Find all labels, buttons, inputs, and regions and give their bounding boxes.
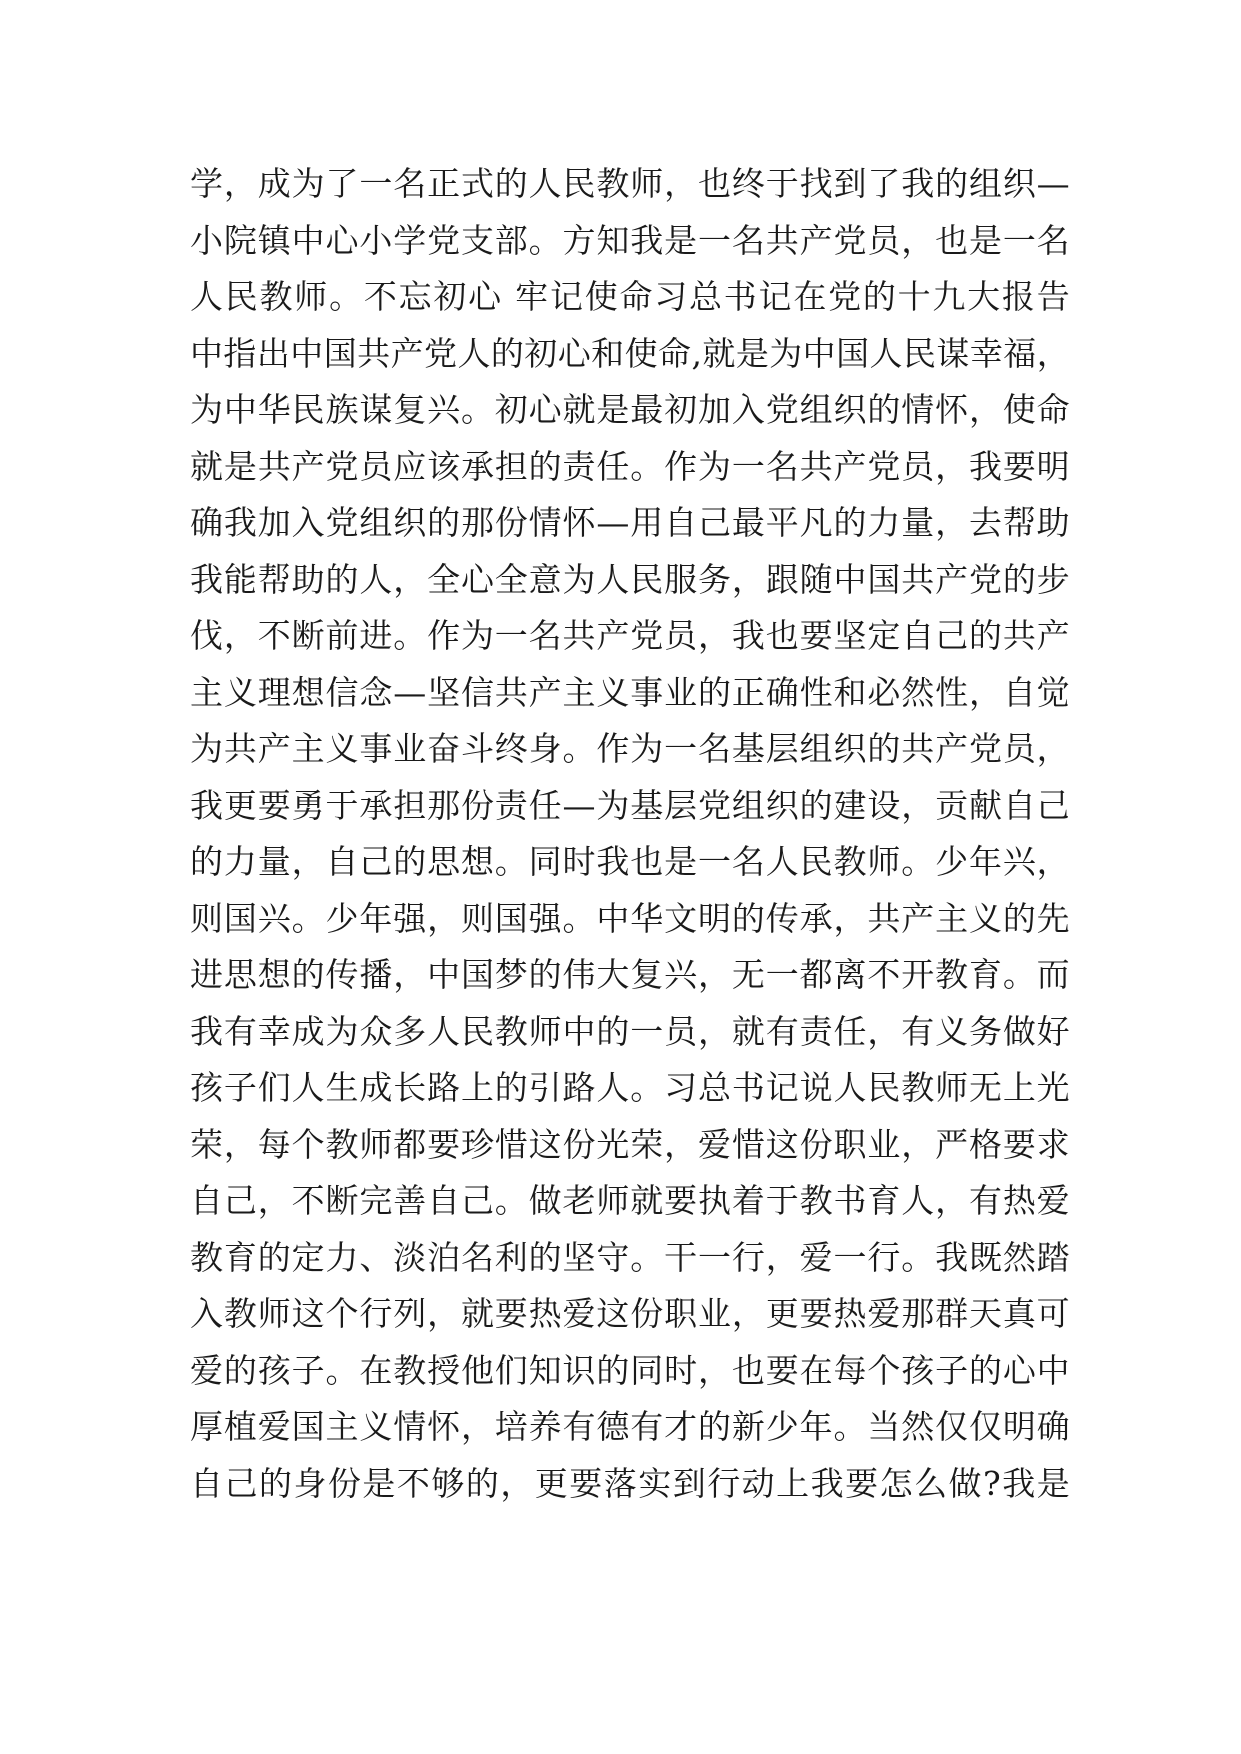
text-line: 我更要勇于承担那份责任—为基层党组织的建设，贡献自己 (190, 785, 1070, 825)
text-line: 伐，不断前进。作为一名共产党员，我也要坚定自己的共产 (190, 616, 1070, 655)
text-line: 确我加入党组织的那份情怀—用自己最平凡的力量，去帮助 (190, 503, 1070, 542)
text-line: 中指出中国共产党人的初心和使命,就是为中国人民谋幸福， (190, 333, 1070, 373)
text-line: 入教师这个行列，就要热爱这份职业，更要热爱那群天真可 (190, 1294, 1070, 1333)
text-line: 爱的孩子。在教授他们知识的同时，也要在每个孩子的心中 (190, 1350, 1070, 1390)
body-text (190, 156, 1070, 1512)
text-line: 小院镇中心小学党支部。方知我是一名共产党员，也是一名 (190, 220, 1070, 260)
text-line: 教育的定力、淡泊名利的坚守。干一行，爱一行。我既然踏 (190, 1237, 1070, 1277)
text-line: 的力量，自己的思想。同时我也是一名人民教师。少年兴， (190, 842, 1070, 881)
text-line: 我能帮助的人，全心全意为人民服务，跟随中国共产党的步 (190, 559, 1070, 599)
text-line: 则国兴。少年强，则国强。中华文明的传承，共产主义的先 (190, 898, 1070, 938)
text-line: 为中华民族谋复兴。初心就是最初加入党组织的情怀，使命 (190, 390, 1070, 429)
text-line: 自己，不断完善自己。做老师就要执着于教书育人，有热爱 (190, 1181, 1070, 1220)
text-line: 荣，每个教师都要珍惜这份光荣，爱惜这份职业，严格要求 (190, 1124, 1070, 1164)
text-line: 为共产主义事业奋斗终身。作为一名基层组织的共产党员， (190, 729, 1070, 768)
text-line: 学，成为了一名正式的人民教师，也终于找到了我的组织— (190, 164, 1070, 203)
text-line: 人民教师。不忘初心 牢记使命习总书记在党的十九大报告 (190, 277, 1070, 316)
text-line: 自己的身份是不够的，更要落实到行动上我要怎么做?我是 (190, 1463, 1070, 1503)
text-line: 厚植爱国主义情怀，培养有德有才的新少年。当然仅仅明确 (190, 1407, 1070, 1446)
text-line: 孩子们人生成长路上的引路人。习总书记说人民教师无上光 (190, 1068, 1070, 1107)
text-line: 就是共产党员应该承担的责任。作为一名共产党员，我要明 (190, 446, 1070, 486)
text-line: 我有幸成为众多人民教师中的一员，就有责任，有义务做好 (190, 1011, 1070, 1051)
text-line: 主义理想信念—坚信共产主义事业的正确性和必然性，自觉 (190, 672, 1070, 712)
text-line: 进思想的传播，中国梦的伟大复兴，无一都离不开教育。而 (190, 955, 1070, 994)
